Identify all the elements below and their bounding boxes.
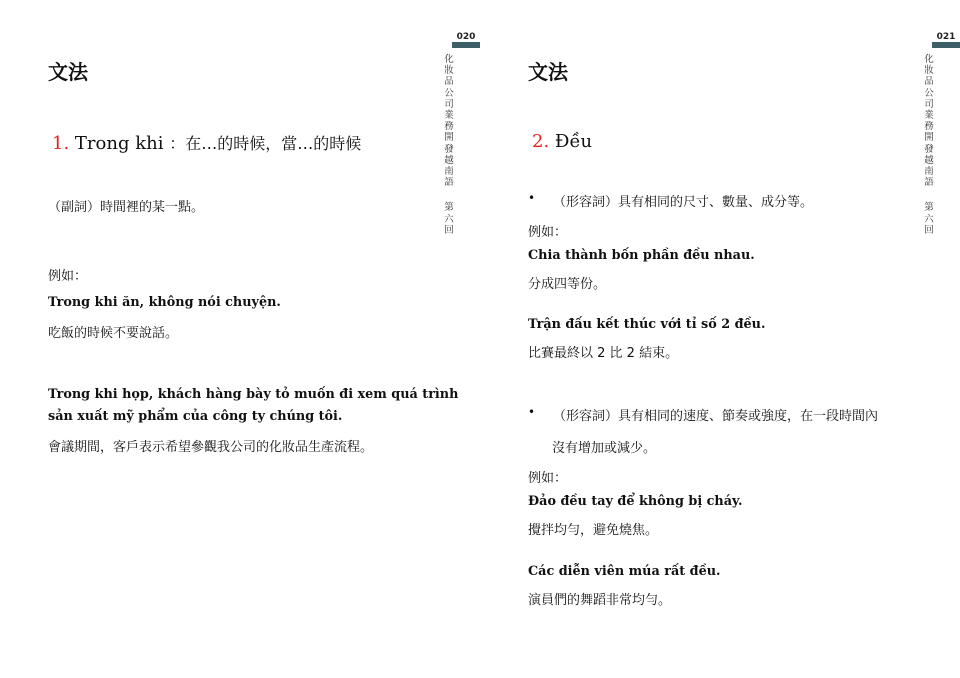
example-zh: 分成四等份。 [528,277,607,292]
example-vi: Trong khi ăn, không nói chuyện. [48,295,281,310]
grammar-heading [52,131,361,154]
example-zh: 演員們的舞蹈非常均勻。 [528,593,672,608]
sense-definition-text: 沒有增加或減少。 [552,441,657,456]
example-zh: 吃飯的時候不要說話。 [48,326,179,341]
section-heading: 文法 [48,60,88,84]
page-number: 021 [936,32,956,42]
example-vi: Các diễn viên múa rất đều. [528,564,721,579]
bullet-icon: • [528,191,536,205]
grammar-number: 1. [52,133,70,154]
example-vi: Chia thành bốn phần đều nhau. [528,248,755,263]
right-page [480,0,960,678]
grammar-heading [532,131,592,152]
example-vi: sản xuất mỹ phẩm của công ty chúng tôi. [48,409,343,424]
example-vi: Trận đấu kết thúc với tỉ số 2 đều. [528,317,766,332]
side-chapter: 第六回 [924,202,934,236]
example-label: 例如： [528,471,568,486]
example-label: 例如： [48,269,88,284]
side-chapter: 第六回 [444,202,454,236]
example-label: 例如： [528,225,568,240]
grammar-number: 2. [532,131,550,152]
page-number-bar [932,42,960,48]
side-running-title [922,54,936,236]
section-heading: 文法 [528,60,568,84]
page-number: 020 [456,32,476,42]
sense-definition-text: （形容詞）具有相同的速度、節奏或強度，在一段時間內 [553,409,879,424]
side-title: 化妝品公司業務開發越南語 [924,54,934,189]
example-zh: 攪拌均勻，避免燒焦。 [528,523,659,538]
example-vi: Đảo đều tay để không bị cháy. [528,494,743,509]
bullet-icon: • [528,405,536,419]
example-zh: 比賽最終以 2 比 2 結束。 [528,346,679,361]
sense-definition-text: （形容詞）具有相同的尺寸、數量、成分等。 [553,195,814,210]
grammar-word: Trong khi [74,133,164,154]
side-title: 化妝品公司業務開發越南語 [444,54,454,189]
grammar-definition: （副詞）時間裡的某一點。 [48,200,205,215]
grammar-meaning: ：在…的時候，當…的時候 [169,134,362,153]
example-zh: 會議期間，客戶表示希望參觀我公司的化妝品生產流程。 [48,440,374,455]
grammar-word: Đều [554,131,593,152]
example-vi: Trong khi họp, khách hàng bày tỏ muốn đi xem quá trình [48,387,459,402]
side-running-title [442,54,456,236]
page-number-bar [452,42,480,48]
